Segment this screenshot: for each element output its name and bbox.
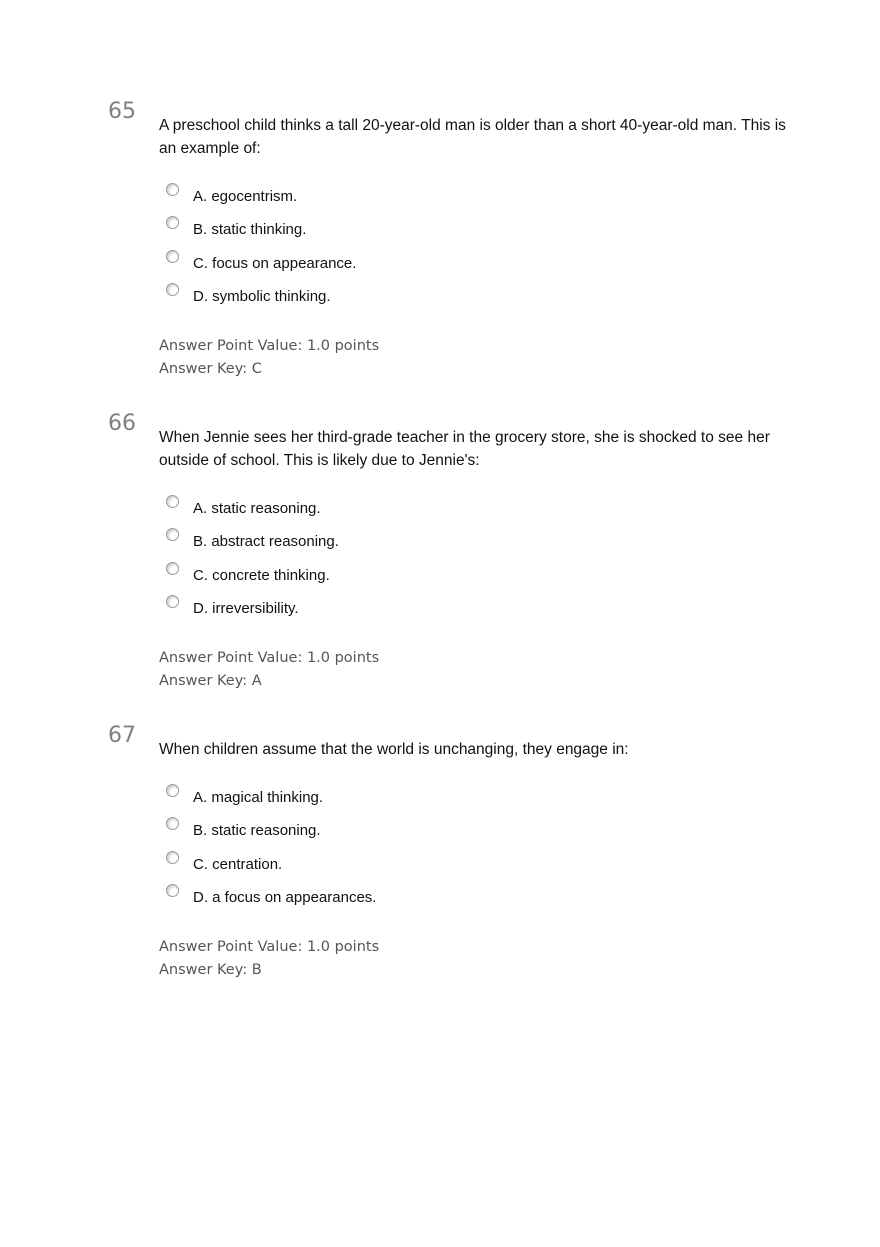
question-number: 66 — [108, 411, 136, 436]
answer-option-d[interactable] — [166, 283, 356, 316]
answer-option-d[interactable] — [166, 884, 376, 917]
radio-button-icon[interactable] — [166, 784, 179, 797]
answer-key: Answer Key: B — [159, 962, 262, 978]
option-label: A. egocentrism. — [193, 188, 298, 205]
option-label: A. magical thinking. — [193, 789, 324, 806]
option-label: B. static reasoning. — [193, 822, 321, 840]
option-label: D. a focus on appearances. — [193, 888, 377, 906]
answer-options — [166, 183, 356, 316]
question-number: 65 — [108, 99, 136, 124]
radio-button-icon[interactable] — [166, 283, 179, 296]
answer-option-b[interactable] — [166, 216, 356, 249]
option-label: C. centration. — [193, 855, 283, 873]
answer-option-a[interactable] — [166, 784, 376, 817]
answer-option-a[interactable] — [166, 495, 339, 528]
option-label: A. static reasoning. — [193, 500, 321, 517]
radio-button-icon[interactable] — [166, 562, 179, 575]
radio-button-icon[interactable] — [166, 216, 179, 229]
radio-button-icon[interactable] — [166, 183, 179, 196]
answer-options — [166, 495, 339, 628]
option-label: C. focus on appearance. — [193, 254, 357, 272]
answer-option-b[interactable] — [166, 528, 339, 561]
answer-option-c[interactable] — [166, 851, 376, 884]
answer-option-a[interactable] — [166, 183, 356, 216]
question-text: A preschool child thinks a tall 20-year-old man is older than a short 40-year-old man. This is an example of: — [159, 117, 786, 157]
answer-options — [166, 784, 376, 917]
answer-key: Answer Key: C — [159, 361, 262, 377]
answer-meta — [159, 647, 379, 693]
radio-button-icon[interactable] — [166, 250, 179, 263]
answer-option-c[interactable] — [166, 250, 356, 283]
answer-option-b[interactable] — [166, 817, 376, 850]
answer-meta — [159, 936, 379, 982]
point-value: Answer Point Value: 1.0 points — [159, 338, 380, 354]
radio-button-icon[interactable] — [166, 595, 179, 608]
radio-button-icon[interactable] — [166, 884, 179, 897]
answer-meta — [159, 335, 379, 381]
radio-button-icon[interactable] — [166, 817, 179, 830]
question-number: 67 — [108, 723, 136, 748]
option-label: C. concrete thinking. — [193, 566, 330, 584]
answer-key: Answer Key: A — [159, 673, 262, 689]
answer-option-d[interactable] — [166, 595, 339, 628]
point-value: Answer Point Value: 1.0 points — [159, 650, 380, 666]
option-label: D. irreversibility. — [193, 599, 299, 617]
question-text: When children assume that the world is unchanging, they engage in: — [159, 741, 629, 758]
option-label: B. abstract reasoning. — [193, 533, 339, 551]
option-label: D. symbolic thinking. — [193, 287, 331, 305]
radio-button-icon[interactable] — [166, 851, 179, 864]
point-value: Answer Point Value: 1.0 points — [159, 939, 380, 955]
option-label: B. static thinking. — [193, 221, 307, 239]
radio-button-icon[interactable] — [166, 495, 179, 508]
radio-button-icon[interactable] — [166, 528, 179, 541]
question-text: When Jennie sees her third-grade teacher in the grocery store, she is shocked to see her outside of school. This is likely due to Jennie's: — [159, 429, 770, 469]
answer-option-c[interactable] — [166, 562, 339, 595]
